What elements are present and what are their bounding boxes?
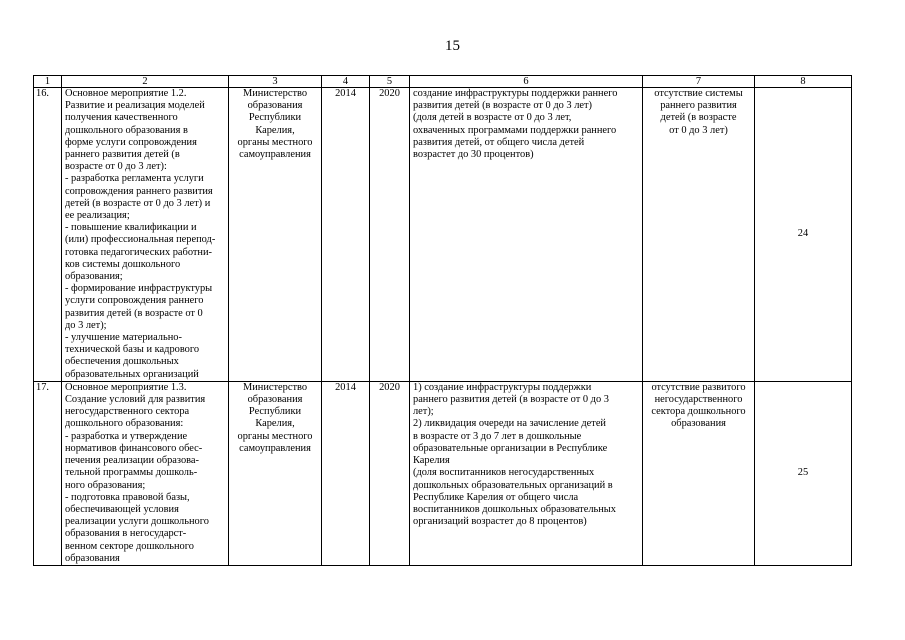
activity-cell-line: образования; — [65, 271, 123, 283]
column-number: 7 — [643, 76, 755, 88]
result-cell-line: раннего развития детей (в возрасте от 0 до 3 — [413, 394, 609, 406]
activity-cell-line: ее реализация; — [65, 210, 130, 222]
table-row — [34, 88, 852, 382]
activity-cell-line: Основное мероприятие 1.3. — [65, 381, 187, 393]
activity-cell-line: печения реализации образова- — [65, 455, 199, 467]
result-cell-line: Республике Карелия от общего числа — [413, 491, 579, 503]
consequence-cell-line: отсутствие системы — [654, 88, 743, 99]
executor-cell-line: Карелия, — [255, 124, 295, 136]
activity-cell-line: ков системы дошкольного — [65, 258, 181, 270]
column-number: 1 — [34, 76, 62, 88]
activity-cell-line: негосударственного сектора — [65, 406, 190, 418]
column-number: 6 — [410, 76, 643, 88]
consequence-cell — [643, 88, 755, 382]
activity-cell-line: форме услуги сопровождения — [65, 136, 197, 148]
result-cell-line: развития детей, от общего числа детей — [413, 136, 585, 148]
activity-cell-line: дошкольного образования: — [65, 418, 184, 430]
executor-cell-line: Карелия, — [255, 418, 295, 430]
activity-cell-line: - разработка регламента услуги — [65, 173, 204, 185]
activity-cell-line: обеспечения дошкольных — [65, 356, 179, 368]
result-cell-line: 1) создание инфраструктуры поддержки — [413, 381, 592, 393]
activity-cell-line: реализации услуги дошкольного — [65, 516, 209, 528]
executor-cell-line: образования — [247, 100, 303, 112]
column-number: 5 — [370, 76, 410, 88]
consequence-cell-line: негосударственного — [654, 394, 743, 406]
consequence-cell-line: отсутствие развитого — [651, 381, 746, 393]
activity-cell-line: детей (в возрасте от 0 до 3 лет) и — [65, 197, 211, 209]
consequence-cell-line: сектора дошкольного — [651, 406, 746, 418]
end-year-cell: 2020 — [370, 381, 410, 565]
activity-cell-line: Создание условий для развития — [65, 394, 206, 406]
result-cell-line: лет); — [413, 406, 434, 418]
indicator-link-cell: 25 — [755, 381, 852, 565]
executor-cell-line: Министерство — [242, 88, 308, 99]
activity-cell-line: - повышение квалификации и — [65, 222, 197, 234]
result-cell-line: воспитанников дошкольных образовательных — [413, 503, 616, 515]
activity-cell-line: венном секторе дошкольного — [65, 540, 194, 552]
consequence-cell-line: детей (в возрасте — [660, 112, 737, 124]
result-cell-line: (доля детей в возрасте от 0 до 3 лет, — [413, 112, 572, 124]
activity-cell-line: (или) профессиональная перепод- — [65, 234, 216, 246]
result-cell-line: возрастет до 30 процентов) — [413, 149, 534, 161]
executor-cell-line: самоуправления — [239, 442, 311, 454]
activity-cell-line: образования — [65, 552, 120, 564]
activity-cell-line: тельной программы дошколь- — [65, 467, 198, 479]
column-number: 8 — [755, 76, 852, 88]
activity-cell-line: - разработка и утверждение — [65, 430, 188, 442]
result-cell — [410, 88, 643, 382]
activity-cell-line: развития детей (в возрасте от 0 — [65, 307, 203, 319]
activity-cell-line: - подготовка правовой базы, — [65, 491, 190, 503]
activity-cell-line: ного образования; — [65, 479, 146, 491]
activity-cell-line: Основное мероприятие 1.2. — [65, 88, 187, 99]
executor-cell-line: органы местного — [237, 136, 313, 148]
start-year-cell: 2014 — [322, 88, 370, 382]
result-cell-line: создание инфраструктуры поддержки раннего — [413, 88, 618, 99]
consequence-cell-line: раннего развития — [660, 100, 737, 112]
column-number: 3 — [229, 76, 322, 88]
result-cell-line: в возрасте от 3 до 7 лет в дошкольные — [413, 430, 582, 442]
activity-cell-line: возрасте от 0 до 3 лет): — [65, 161, 167, 173]
executor-cell — [229, 88, 322, 382]
activity-cell-line: услуги сопровождения раннего — [65, 295, 204, 307]
executor-cell-line: Министерство — [242, 381, 308, 393]
activity-cell — [62, 88, 229, 382]
result-cell-line: образовательные организации в Республике — [413, 442, 608, 454]
column-number-row — [34, 76, 852, 88]
executor-cell-line: образования — [247, 394, 303, 406]
activity-cell-line: до 3 лет); — [65, 319, 107, 331]
activity-cell-line: - формирование инфраструктуры — [65, 283, 213, 295]
activity-cell-line: дошкольного образования в — [65, 124, 188, 136]
executor-cell — [229, 381, 322, 565]
executor-cell-line: Республики — [248, 406, 302, 418]
activity-cell-line: получения качественного — [65, 112, 178, 124]
executor-cell-line: органы местного — [237, 430, 313, 442]
activity-cell-line: образования в негосударст- — [65, 528, 187, 540]
activity-cell-line: раннего развития детей (в — [65, 149, 180, 161]
table-row — [34, 381, 852, 565]
consequence-cell — [643, 381, 755, 565]
column-number: 2 — [62, 76, 229, 88]
result-cell-line: 2) ликвидация очереди на зачисление детей — [413, 418, 606, 430]
start-year-cell: 2014 — [322, 381, 370, 565]
activity-cell-line: нормативов финансового обес- — [65, 442, 203, 454]
result-cell-line: охваченных программами поддержки раннего — [413, 124, 617, 136]
indicator-link-cell: 24 — [755, 88, 852, 382]
end-year-cell: 2020 — [370, 88, 410, 382]
result-cell-line: Карелия — [413, 455, 450, 467]
activity-cell-line: готовка педагогических работни- — [65, 246, 213, 258]
activity-cell-line: технической базы и кадрового — [65, 344, 200, 356]
column-number: 4 — [322, 76, 370, 88]
activity-cell-line: сопровождения раннего развития — [65, 185, 213, 197]
executor-cell-line: Республики — [248, 112, 302, 124]
executor-cell-line: самоуправления — [239, 149, 311, 161]
page-number: 15 — [445, 38, 460, 54]
activity-cell-line: Развитие и реализация моделей — [65, 100, 205, 112]
row-number: 17. — [34, 381, 62, 565]
result-cell-line: организаций возрастет до 8 процентов) — [413, 516, 587, 528]
result-cell-line: развития детей (в возрасте от 0 до 3 лет) — [413, 100, 592, 112]
activity-cell — [62, 381, 229, 565]
activity-cell-line: - улучшение материально- — [65, 332, 182, 344]
consequence-cell-line: от 0 до 3 лет) — [669, 124, 728, 136]
activity-cell-line: обеспечивающей условия — [65, 503, 179, 515]
result-cell-line: (доля воспитанников негосударственных — [413, 467, 595, 479]
activity-cell-line: образовательных организаций — [65, 368, 199, 380]
row-number: 16. — [34, 88, 62, 382]
consequence-cell-line: образования — [671, 418, 726, 430]
program-activities-table — [33, 75, 852, 566]
result-cell-line: дошкольных образовательных организаций в — [413, 479, 613, 491]
result-cell — [410, 381, 643, 565]
